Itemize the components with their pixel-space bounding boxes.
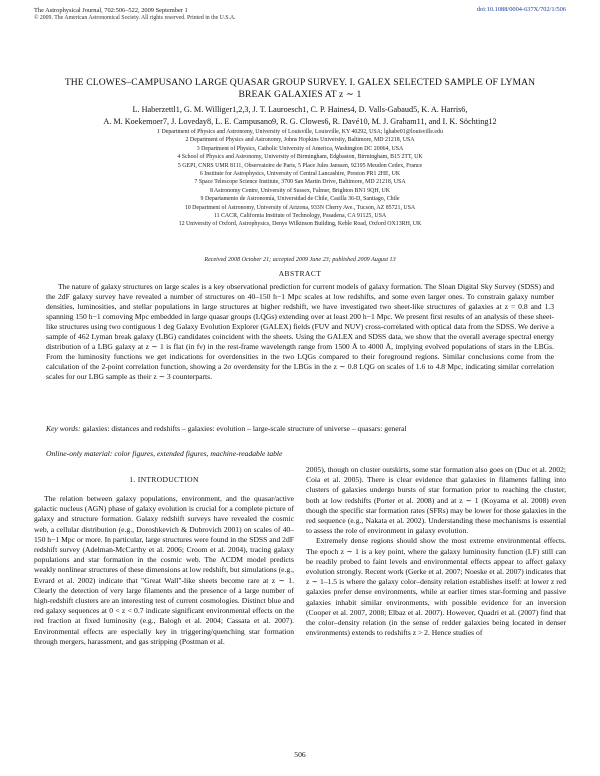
- affiliations: [34, 128, 566, 229]
- keywords-text: galaxies: distances and redshifts – galaxies: evolution – large-scale structure of universe – quasars: general: [82, 424, 407, 433]
- intro-paragraph: Extremely dense regions should show the most extreme environmental effects. The epoch z ∼ 1 is a key point, where the galaxy luminosity function (LF) still can be readily probed to faint levels and environmental effects appear to affect galaxy evolution strongly. Recent work (Gerke et al. 2007; Noeske et al. 2007) indicates that z ∼ 1–1.5 is where the galaxy color–density relation establishes itself: at lower z red galaxies prefer dense environments, while at earlier times star-forming and passive galaxies inhabit similar environments, with possible evidence for an inversion (Cooper et al. 2007, 2008; Elbaz et al. 2007). However, Quadri et al. (2007) find that the color–density relation (in the sense of redder galaxies being located in denser environments) extends to redshifts z > 2. Hence studies of: [306, 536, 566, 638]
- intro-paragraph: 2005), though on cluster outskirts, some star formation also goes on (Duc et al. 2002; Coia et al. 2005). There is clear evidence that galaxies in filaments falling into clusters of galaxies undergo bursts of star formation prior to reaching the cluster, both at low redshifts (Porter et al. 2008) and at z ∼ 1 (Koyama et al. 2008) even though the specific star formation rates (SFRs) may be lower for those galaxies in the red sequence (e.g., Nakata et al. 2002). Understanding these mechanisms is essential to assess the role of environment in galaxy evolution.: [306, 465, 566, 536]
- abstract-heading: ABSTRACT: [278, 269, 322, 278]
- section-heading: 1. INTRODUCTION: [129, 475, 199, 484]
- affiliation: 1 Department of Physics and Astronomy, University of Louisville, Louisville, KY 40292, USA; lghabe01@louisville.edu: [157, 129, 443, 135]
- page-number: 506: [294, 750, 306, 759]
- intro-left-column: The relation between galaxy populations, environment, and the quasar/active galactic nucleus (AGN) phase of galaxy evolution is crucial for a complete picture of galaxy and structure formation. Galaxy redshift surveys have revealed the cosmic web, a cellular distribution (e.g., Doroshkevich & Dubrovich 2001) on scales of 40–150 h−1 Mpc or more. In particular, large structures were found in the SDSS and 2dF redshift survey (Adelman-McCarthy et al. 2006; Croom et al. 2004), tracing galaxy populations and star formation in the cosmic web. The ΛCDM model predicts weakly nonlinear structures of these dimensions at low redshift, but simulations (e.g., Evrard et al. 2002) indicate that "Great Wall"-like sheets become rare at z ∼ 1. Clearly the detection of very large filaments and the presence of a large number of high-redshift clusters are an interesting test of current cosmologies. Distinct blue and red galaxy sequences at 0 < z < 0.7 indicate significant environmental effects on the red fraction at fixed luminosity (e.g., Balogh et al. 2004; Cassata et al. 2007). Environmental effects are especially key in triggering/quenching star formation through mergers, harassment, and gas stripping (Postman et al.: [34, 494, 294, 646]
- affiliation: 2 Department of Physics and Astronomy, Johns Hopkins University, Baltimore, MD 21218, USA: [185, 137, 415, 144]
- affiliation: 10 Department of Astronomy, University of Arizona, 933N Cherry Ave., Tucson, AZ 85721, USA: [184, 204, 416, 211]
- title-line: BREAK GALAXIES AT z ∼ 1: [238, 89, 362, 100]
- affiliation: 9 Departamento de Astronomía, Universidad de Chile, Casilla 36-D, Santiago, Chile: [200, 196, 400, 203]
- affiliation: 4 School of Physics and Astronomy, University of Birmingham, Edgbaston, Birmingham, B15 2TT, UK: [177, 154, 423, 161]
- author-line: L. Haberzettl1, G. M. Williger1,2,3, J. T. Lauroesch1, C. P. Haines4, D. Valls-Gabaud5, K. A. Harris6,: [132, 105, 468, 114]
- affiliation: 6 Institute for Astrophysics, University of Central Lancashire, Preston PR1 2HE, UK: [199, 171, 401, 178]
- doi-link[interactable]: doi:10.1088/0004-637X/702/1/506: [476, 6, 566, 13]
- affiliation: 12 University of Oxford, Astrophysics, Denys Wilkinson Building, Keble Road, Oxford OX13RH, UK: [178, 221, 422, 228]
- keywords: [46, 424, 554, 434]
- affiliation: 5 GEPI, CNRS UMR 8111, Observatoire de Paris, 5 Place Jules Janssen, 92195 Meudon Cedex, France: [177, 162, 423, 169]
- received-dates: Received 2008 October 21; accepted 2009 June 23; published 2009 August 13: [204, 257, 396, 263]
- abstract-text: The nature of galaxy structures on large scales is a key observational prediction for current models of galaxy formation. The Sloan Digital Sky Survey (SDSS) and the 2dF galaxy survey have revealed a number of structures on 40–150 h−1 Mpc scales at low redshifts, and some even larger ones. To constrain galaxy number densities, luminosities, and stellar populations in large structures at higher redshift, we have investigated two sheet-like structures of galaxies at z = 0.8 and 1.3 spanning 150 h−1 comoving Mpc embedded in large quasar groups (LQGs) extending over at least 200 h−1 Mpc. We present first results of an analysis of these sheet-like structures using two contiguous 1 deg Galaxy Evolution Explorer (GALEX) fields (FUV and NUV) cross-correlated with optical data from the SDSS. We derive a sample of 462 Lyman break galaxy (LBG) candidates coincident with the sheets. Using the GALEX and SDSS data, we show that the overall average spectral energy distribution of a LBG galaxy at z ∼ 1 is flat (in fν) in the rest-frame wavelength range from 1500 Å to 4000 Å, implying evolved populations of stars in the LBGs. From the luminosity functions we get indications for overdensities in the two LQGs compared to their foreground regions. Similar conclusions come from the calculation of the 2-point correlation function, showing a 2σ overdensity for the LBGs in the z ∼ 0.8 LQG on scales of 1.6 to 4.8 Mpc, indicating similar correlation scales for our LBG sample as their z ∼ 3 counterparts.: [46, 282, 554, 382]
- journal-header: The Astrophysical Journal, 702:506–522, 2009 September 1: [34, 7, 188, 14]
- affiliation: 3 Department of Physics, Catholic University of America, Washington DC 20064, USA: [196, 145, 404, 152]
- keywords-label: Key words:: [46, 424, 81, 433]
- paper-title: [34, 77, 566, 101]
- affiliation: 11 CACR, California Institute of Technology, Pasadena, CA 91125, USA: [213, 213, 387, 220]
- copyright-line: © 2009. The American Astronomical Society. All rights reserved. Printed in the U.S.A.: [34, 15, 236, 21]
- title-line: THE CLOWES–CAMPUSANO LARGE QUASAR GROUP SURVEY. I. GALEX SELECTED SAMPLE OF LYMAN: [64, 77, 536, 88]
- online-material-note: Online-only material: color figures, extended figures, machine-readable table: [46, 449, 283, 458]
- affiliation: 8 Astronomy Centre, University of Sussex, Falmer, Brighton BN1 9QH, UK: [209, 187, 391, 194]
- affiliation: 7 Space Telescope Science Institute, 3700 San Martin Drive, Baltimore, MD 21218, USA: [194, 179, 406, 186]
- intro-right-column: [306, 465, 566, 638]
- author-line: A. M. Koekemoer7, J. Loveday8, L. E. Campusano9, R. G. Clowes6, R. Davé10, M. J. Graham11, and I. K. Söchting12: [103, 117, 497, 126]
- author-list: [34, 104, 566, 128]
